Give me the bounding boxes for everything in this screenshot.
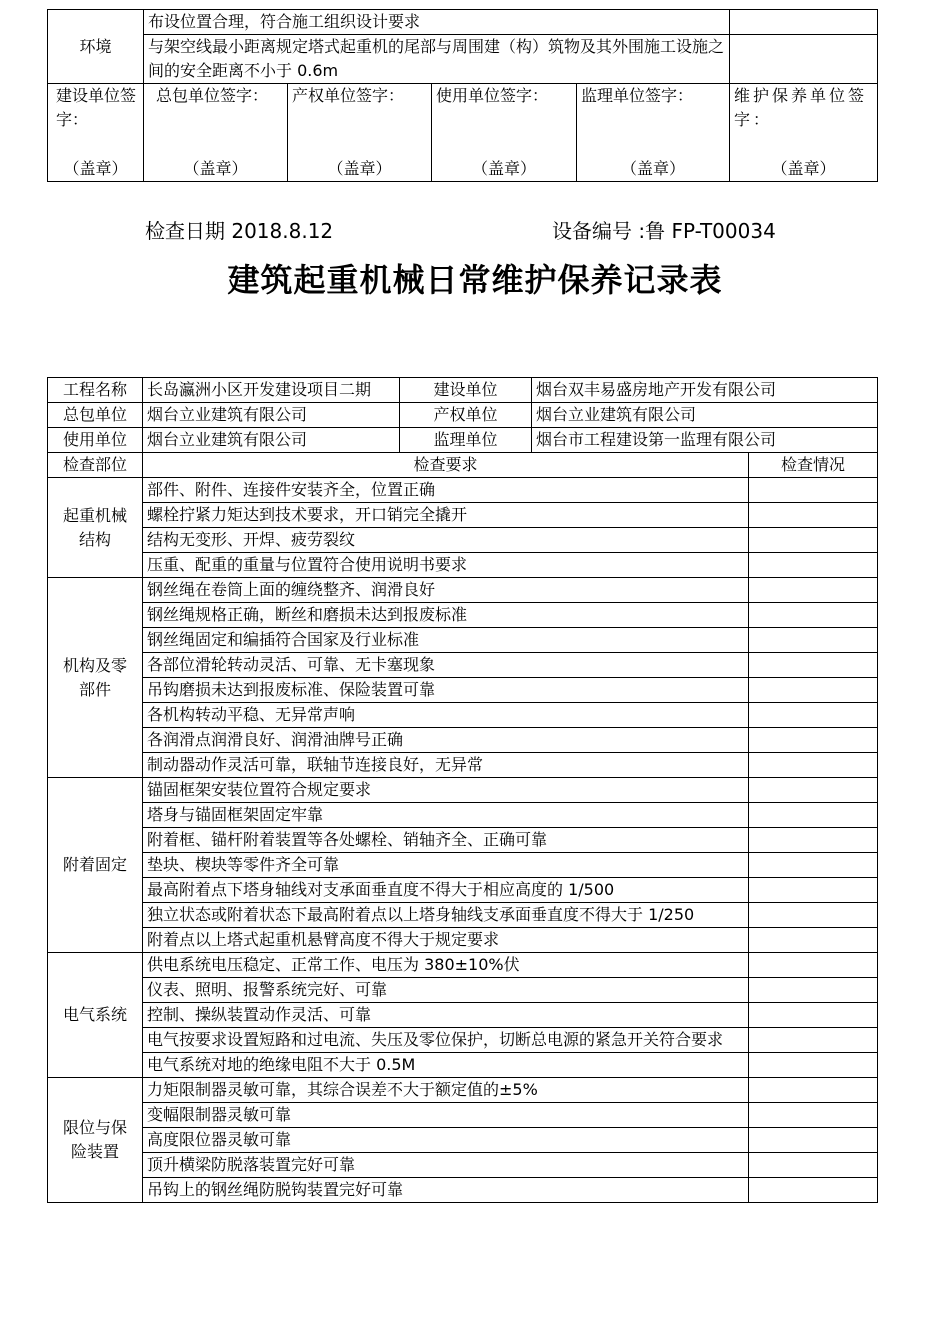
- status-cell[interactable]: [749, 553, 878, 578]
- sign-user-label: 使用单位签字：: [436, 86, 549, 105]
- sign-owner-label: 产权单位签字：: [292, 86, 405, 105]
- builder-label: 建设单位: [400, 378, 532, 403]
- requirement-text: 锚固框架安装位置符合规定要求: [143, 778, 749, 803]
- status-cell[interactable]: [749, 703, 878, 728]
- checklist-row: [48, 953, 878, 978]
- checklist-row: [48, 1103, 878, 1128]
- sign-builder-label: 建设单位签字：: [56, 86, 137, 129]
- top-continuation-table: [47, 9, 878, 182]
- sign-builder[interactable]: [48, 84, 144, 182]
- checklist-row: [48, 728, 878, 753]
- requirement-text: 压重、配重的重量与位置符合使用说明书要求: [143, 553, 749, 578]
- requirement-text: 部件、附件、连接件安装齐全，位置正确: [143, 478, 749, 503]
- checklist-row: [48, 603, 878, 628]
- checklist-row: [48, 828, 878, 853]
- general-contractor-label: 总包单位: [48, 403, 143, 428]
- header-requirement: 检查要求: [143, 453, 749, 478]
- env-row-2: 与架空线最小距离规定塔式起重机的尾部与周围建（构）筑物及其外围施工设施之间的安全距离不小于 0.6m: [144, 35, 730, 84]
- owner-value: 烟台立业建筑有限公司: [532, 403, 878, 428]
- requirement-text: 顶升横梁防脱落装置完好可靠: [143, 1153, 749, 1178]
- status-cell[interactable]: [749, 753, 878, 778]
- status-cell[interactable]: [749, 1103, 878, 1128]
- requirement-text: 高度限位器灵敏可靠: [143, 1128, 749, 1153]
- checklist-row: [48, 928, 878, 953]
- equipment-number: [552, 215, 776, 244]
- status-cell[interactable]: [749, 903, 878, 928]
- status-cell[interactable]: [749, 853, 878, 878]
- status-cell[interactable]: [749, 1128, 878, 1153]
- status-cell[interactable]: [749, 628, 878, 653]
- requirement-text: 螺栓拧紧力矩达到技术要求，开口销完全撬开: [143, 503, 749, 528]
- sign-maintenance-seal: （盖章）: [771, 159, 836, 178]
- status-cell[interactable]: [749, 653, 878, 678]
- sign-general-seal: （盖章）: [183, 159, 248, 178]
- status-cell[interactable]: [749, 1028, 878, 1053]
- user-unit-label: 使用单位: [48, 428, 143, 453]
- requirement-text: 电气系统对地的绝缘电阻不大于 0.5M: [143, 1053, 749, 1078]
- requirement-text: 仪表、照明、报警系统完好、可靠: [143, 978, 749, 1003]
- sign-builder-seal: （盖章）: [63, 159, 128, 178]
- requirement-text: 塔身与锚固框架固定牢靠: [143, 803, 749, 828]
- checklist-row: [48, 753, 878, 778]
- status-cell[interactable]: [749, 778, 878, 803]
- requirement-text: 供电系统电压稳定、正常工作、电压为 380±10%伏: [143, 953, 749, 978]
- env-label: 环境: [48, 10, 144, 84]
- status-cell[interactable]: [749, 1078, 878, 1103]
- owner-label: 产权单位: [400, 403, 532, 428]
- supervisor-label: 监理单位: [400, 428, 532, 453]
- requirement-text: 结构无变形、开焊、疲劳裂纹: [143, 528, 749, 553]
- env-row-1: 布设位置合理，符合施工组织设计要求: [144, 10, 730, 35]
- status-cell[interactable]: [749, 1053, 878, 1078]
- status-cell[interactable]: [749, 1003, 878, 1028]
- checklist-row: [48, 578, 878, 603]
- checklist-row: [48, 678, 878, 703]
- sign-general[interactable]: [144, 84, 288, 182]
- requirement-text: 吊钩磨损未达到报废标准、保险装置可靠: [143, 678, 749, 703]
- checklist-row: [48, 553, 878, 578]
- project-name-value: 长岛瀛洲小区开发建设项目二期: [143, 378, 400, 403]
- project-name-label: 工程名称: [48, 378, 143, 403]
- requirement-text: 力矩限制器灵敏可靠，其综合误差不大于额定值的±5%: [143, 1078, 749, 1103]
- maintenance-record-table: [47, 377, 878, 1203]
- requirement-text: 各部位滑轮转动灵活、可靠、无卡塞现象: [143, 653, 749, 678]
- checklist-row: [48, 1053, 878, 1078]
- sign-maintenance-label: 维护保养单位签字：: [734, 86, 868, 129]
- status-cell[interactable]: [749, 503, 878, 528]
- status-cell[interactable]: [749, 603, 878, 628]
- sign-user[interactable]: [432, 84, 577, 182]
- requirement-text: 各润滑点润滑良好、润滑油牌号正确: [143, 728, 749, 753]
- meta-line: [0, 215, 950, 245]
- sign-user-seal: （盖章）: [471, 159, 536, 178]
- requirement-text: 附着点以上塔式起重机悬臂高度不得大于规定要求: [143, 928, 749, 953]
- section-name: 机构及零部件: [48, 578, 143, 778]
- status-cell[interactable]: [749, 828, 878, 853]
- status-cell[interactable]: [749, 803, 878, 828]
- requirement-text: 钢丝绳固定和编插符合国家及行业标准: [143, 628, 749, 653]
- sign-owner[interactable]: [288, 84, 432, 182]
- checklist-row: [48, 1178, 878, 1203]
- check-date-value: 2018.8.12: [231, 219, 334, 243]
- requirement-text: 变幅限制器灵敏可靠: [143, 1103, 749, 1128]
- requirement-text: 钢丝绳规格正确，断丝和磨损未达到报废标准: [143, 603, 749, 628]
- status-cell[interactable]: [749, 928, 878, 953]
- requirement-text: 制动器动作灵活可靠，联轴节连接良好，无异常: [143, 753, 749, 778]
- requirement-text: 独立状态或附着状态下最高附着点以上塔身轴线支承面垂直度不得大于 1/250: [143, 903, 749, 928]
- page-title: 建筑起重机械日常维护保养记录表: [227, 261, 723, 299]
- section-name: 附着固定: [48, 778, 143, 953]
- equipment-number-label: 设备编号: [552, 219, 632, 243]
- checklist-row: [48, 878, 878, 903]
- section-name: 电气系统: [48, 953, 143, 1078]
- sign-general-label: 总包单位签字：: [156, 86, 269, 105]
- status-cell[interactable]: [749, 878, 878, 903]
- status-cell[interactable]: [749, 678, 878, 703]
- general-contractor-value: 烟台立业建筑有限公司: [143, 403, 400, 428]
- requirement-text: 附着框、锚杆附着装置等各处螺栓、销轴齐全、正确可靠: [143, 828, 749, 853]
- sign-supervisor-seal: （盖章）: [620, 159, 685, 178]
- sign-owner-seal: （盖章）: [327, 159, 392, 178]
- header-status: 检查情况: [749, 453, 878, 478]
- requirement-text: 垫块、楔块等零件齐全可靠: [143, 853, 749, 878]
- sign-supervisor-label: 监理单位签字：: [581, 86, 694, 105]
- requirement-text: 各机构转动平稳、无异常声响: [143, 703, 749, 728]
- supervisor-value: 烟台市工程建设第一监理有限公司: [532, 428, 878, 453]
- requirement-text: 控制、操纵装置动作灵活、可靠: [143, 1003, 749, 1028]
- status-cell[interactable]: [749, 953, 878, 978]
- checklist-row: [48, 853, 878, 878]
- sign-supervisor[interactable]: [577, 84, 730, 182]
- checklist-row: [48, 1153, 878, 1178]
- requirement-text: 吊钩上的钢丝绳防脱钩装置完好可靠: [143, 1178, 749, 1203]
- checklist-row: [48, 503, 878, 528]
- env-status-2[interactable]: [730, 35, 878, 84]
- requirement-text: 钢丝绳在卷筒上面的缠绕整齐、润滑良好: [143, 578, 749, 603]
- checklist-row: [48, 803, 878, 828]
- checklist-row: [48, 1128, 878, 1153]
- checklist-row: [48, 703, 878, 728]
- section-name: 限位与保险装置: [48, 1078, 143, 1203]
- checklist-row: [48, 1003, 878, 1028]
- user-unit-value: 烟台立业建筑有限公司: [143, 428, 400, 453]
- status-cell[interactable]: [749, 478, 878, 503]
- builder-value: 烟台双丰易盛房地产开发有限公司: [532, 378, 878, 403]
- requirement-text: 最高附着点下塔身轴线对支承面垂直度不得大于相应高度的 1/500: [143, 878, 749, 903]
- checklist-row: [48, 778, 878, 803]
- checklist-row: [48, 1028, 878, 1053]
- checklist-row: [48, 978, 878, 1003]
- section-name: 起重机械结构: [48, 478, 143, 578]
- requirement-text: 电气按要求设置短路和过电流、失压及零位保护，切断总电源的紧急开关符合要求: [143, 1028, 749, 1053]
- status-cell[interactable]: [749, 528, 878, 553]
- env-status-1[interactable]: [730, 10, 878, 35]
- checklist-row: [48, 653, 878, 678]
- checklist-row: [48, 1078, 878, 1103]
- header-part: 检查部位: [48, 453, 143, 478]
- checklist-row: [48, 478, 878, 503]
- check-date-label: 检查日期: [145, 219, 225, 243]
- checklist-row: [48, 903, 878, 928]
- checklist-row: [48, 528, 878, 553]
- status-cell[interactable]: [749, 578, 878, 603]
- check-date: [145, 215, 333, 244]
- status-cell[interactable]: [749, 978, 878, 1003]
- status-cell[interactable]: [749, 728, 878, 753]
- status-cell[interactable]: [749, 1178, 878, 1203]
- checklist-row: [48, 628, 878, 653]
- equipment-number-value: :鲁 FP-T00034: [638, 219, 776, 243]
- status-cell[interactable]: [749, 1153, 878, 1178]
- sign-maintenance[interactable]: [730, 84, 878, 182]
